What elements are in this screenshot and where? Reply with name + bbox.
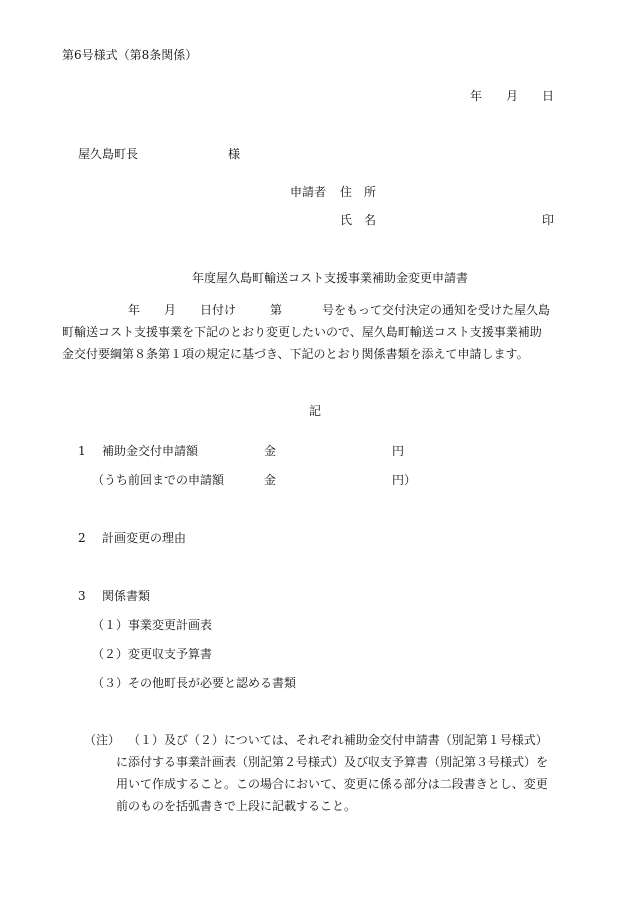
applicant-name-label: 氏 名 bbox=[340, 213, 377, 227]
item3-subitem: （１）事業変更計画表 bbox=[92, 618, 213, 632]
seal-mark: 印 bbox=[542, 213, 555, 227]
date-year-label: 年 bbox=[470, 89, 483, 103]
item1-label: 補助金交付申請額 bbox=[102, 444, 199, 458]
form-number: 第6号様式（第8条関係） bbox=[62, 48, 198, 62]
addressee-honorific: 様 bbox=[228, 147, 241, 161]
intro-line1-rest: 号をもって交付決定の通知を受けた屋久島 bbox=[322, 303, 551, 317]
note-line-1: （１）及び（２）については、それぞれ補助金交付申請書（別記第１号様式） bbox=[128, 733, 548, 747]
addressee-name: 屋久島町長 bbox=[78, 147, 139, 161]
intro-line-2: 町輸送コスト支援事業を下記のとおり変更したいので、屋久島町輸送コスト支援事業補助 bbox=[62, 325, 542, 339]
note-line-2: に添付する事業計画表（別記第２号様式）及び収支予算書（別記第３号様式）を bbox=[116, 755, 549, 769]
item2-label: 計画変更の理由 bbox=[102, 531, 187, 545]
item3-label: 関係書類 bbox=[102, 589, 151, 603]
note-line-4: 前のものを括弧書きで上段に記載すること。 bbox=[116, 799, 357, 813]
item2-number: 2 bbox=[78, 531, 86, 545]
item1-sub-kin: 金 bbox=[264, 473, 277, 487]
item1-kin: 金 bbox=[264, 444, 277, 458]
item1-yen: 円 bbox=[392, 444, 405, 458]
intro-year: 年 bbox=[128, 303, 141, 317]
intro-line-3: 金交付要綱第８条第１項の規定に基づき、下記のとおり関係書類を添えて申請します。 bbox=[62, 347, 529, 361]
item3-number: 3 bbox=[78, 589, 86, 603]
intro-number-prefix: 第 bbox=[270, 303, 283, 317]
note-line-3: 用いて作成すること。この場合において、変更に係る部分は二段書きとし、変更 bbox=[116, 777, 548, 791]
item1-number: 1 bbox=[78, 444, 86, 458]
applicant-label: 申請者 bbox=[290, 185, 327, 199]
note-label: （注） bbox=[84, 733, 121, 747]
date-month-label: 月 bbox=[506, 89, 519, 103]
intro-month: 月 bbox=[164, 303, 177, 317]
applicant-address-label: 住 所 bbox=[340, 185, 377, 199]
document-title: 年度屋久島町輸送コスト支援事業補助金変更申請書 bbox=[192, 271, 469, 285]
ki-heading: 記 bbox=[309, 404, 322, 418]
item3-subitem: （３）その他町長が必要と認める書類 bbox=[92, 676, 297, 690]
intro-day-dated: 日付け bbox=[200, 303, 237, 317]
item1-sub-label: （うち前回までの申請額 bbox=[92, 473, 225, 487]
date-day-label: 日 bbox=[542, 89, 555, 103]
intro-paragraph bbox=[62, 299, 582, 365]
note-body bbox=[116, 729, 586, 817]
item3-subitem: （２）変更収支予算書 bbox=[92, 647, 213, 661]
item1-sub-yen: 円） bbox=[392, 473, 417, 487]
intro-line-1 bbox=[62, 299, 582, 321]
